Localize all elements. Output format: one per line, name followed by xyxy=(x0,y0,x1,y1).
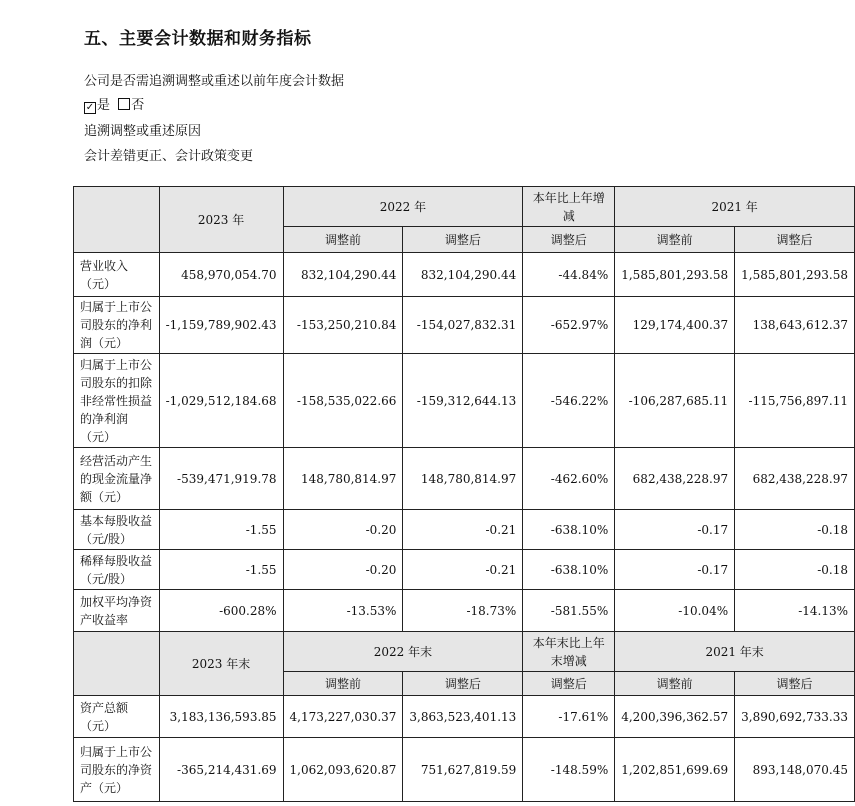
cell-change: -546.22% xyxy=(523,354,615,448)
row-label: 稀释每股收益（元/股） xyxy=(74,550,160,590)
cell-2023: -1,029,512,184.68 xyxy=(159,354,283,448)
header-2022: 2022 年 xyxy=(283,187,523,227)
section-heading: 五、主要会计数据和财务指标 xyxy=(84,29,312,49)
cell-2022-after: 751,627,819.59 xyxy=(403,738,523,802)
table-row xyxy=(74,738,855,802)
header2-blank xyxy=(74,632,160,696)
subheader-2021-before: 调整前 xyxy=(615,227,735,253)
cell-2021-after: -14.13% xyxy=(735,590,855,632)
subheader-change-after: 调整后 xyxy=(523,227,615,253)
cell-change: -638.10% xyxy=(523,510,615,550)
cell-2022-before: 1,062,093,620.87 xyxy=(283,738,403,802)
subheader2-2022-after: 调整后 xyxy=(403,672,523,696)
cell-2022-before: -158,535,022.66 xyxy=(283,354,403,448)
row-label: 营业收入（元） xyxy=(74,253,160,297)
row-label: 基本每股收益（元/股） xyxy=(74,510,160,550)
subheader2-2021-before: 调整前 xyxy=(615,672,735,696)
cell-2023: -1.55 xyxy=(159,550,283,590)
cell-2022-after: 148,780,814.97 xyxy=(403,448,523,510)
subheader2-change-after: 调整后 xyxy=(523,672,615,696)
table-row xyxy=(74,354,855,448)
cell-2021-before: 4,200,396,362.57 xyxy=(615,696,735,738)
row-label: 归属于上市公司股东的净利润（元） xyxy=(74,297,160,354)
no-label: 否 xyxy=(131,98,145,113)
subheader-2022-before: 调整前 xyxy=(283,227,403,253)
header2-2022: 2022 年末 xyxy=(283,632,523,672)
cell-2021-before: -0.17 xyxy=(615,550,735,590)
cell-2022-before: 4,173,227,030.37 xyxy=(283,696,403,738)
restatement-question: 公司是否需追溯调整或重述以前年度会计数据 xyxy=(84,74,345,89)
yes-checkbox[interactable]: ✓ xyxy=(85,102,95,113)
header-change: 本年比上年增减 xyxy=(523,187,615,227)
cell-change: -652.97% xyxy=(523,297,615,354)
cell-2021-after: 893,148,070.45 xyxy=(735,738,855,802)
table-row xyxy=(74,253,855,297)
subheader-2022-after: 调整后 xyxy=(403,227,523,253)
cell-2022-before: -153,250,210.84 xyxy=(283,297,403,354)
cell-2021-after: -115,756,897.11 xyxy=(735,354,855,448)
cell-2022-before: -13.53% xyxy=(283,590,403,632)
header-row-2 xyxy=(74,632,855,672)
restatement-reason: 会计差错更正、会计政策变更 xyxy=(84,149,254,164)
cell-2021-before: -0.17 xyxy=(615,510,735,550)
cell-2023: -1,159,789,902.43 xyxy=(159,297,283,354)
cell-change: -17.61% xyxy=(523,696,615,738)
cell-2021-before: 1,585,801,293.58 xyxy=(615,253,735,297)
restatement-options xyxy=(84,94,144,114)
cell-2022-after: 832,104,290.44 xyxy=(403,253,523,297)
header2-2021: 2021 年末 xyxy=(615,632,855,672)
cell-2023: -539,471,919.78 xyxy=(159,448,283,510)
cell-2021-before: 129,174,400.37 xyxy=(615,297,735,354)
cell-2022-after: 3,863,523,401.13 xyxy=(403,696,523,738)
yes-label: 是 xyxy=(97,98,111,113)
row-label: 归属于上市公司股东的扣除非经常性损益的净利润（元） xyxy=(74,354,160,448)
subheader-2021-after: 调整后 xyxy=(735,227,855,253)
cell-change: -581.55% xyxy=(523,590,615,632)
header-2021: 2021 年 xyxy=(615,187,855,227)
header2-2023: 2023 年末 xyxy=(159,632,283,696)
cell-2021-after: -0.18 xyxy=(735,550,855,590)
cell-2023: 3,183,136,593.85 xyxy=(159,696,283,738)
row-label: 经营活动产生的现金流量净额（元） xyxy=(74,448,160,510)
row-label: 加权平均净资产收益率 xyxy=(74,590,160,632)
cell-2023: -365,214,431.69 xyxy=(159,738,283,802)
cell-2022-before: -0.20 xyxy=(283,510,403,550)
cell-2022-after: -0.21 xyxy=(403,550,523,590)
cell-2021-before: -10.04% xyxy=(615,590,735,632)
cell-2021-after: 138,643,612.37 xyxy=(735,297,855,354)
cell-2021-before: 682,438,228.97 xyxy=(615,448,735,510)
cell-2021-after: 1,585,801,293.58 xyxy=(735,253,855,297)
cell-2022-before: -0.20 xyxy=(283,550,403,590)
cell-2021-after: 3,890,692,733.33 xyxy=(735,696,855,738)
cell-2022-after: -154,027,832.31 xyxy=(403,297,523,354)
cell-change: -44.84% xyxy=(523,253,615,297)
cell-change: -148.59% xyxy=(523,738,615,802)
table-row xyxy=(74,297,855,354)
cell-2021-after: 682,438,228.97 xyxy=(735,448,855,510)
cell-2022-after: -0.21 xyxy=(403,510,523,550)
cell-change: -462.60% xyxy=(523,448,615,510)
table-row xyxy=(74,590,855,632)
cell-2021-after: -0.18 xyxy=(735,510,855,550)
cell-2022-after: -159,312,644.13 xyxy=(403,354,523,448)
subheader2-2021-after: 调整后 xyxy=(735,672,855,696)
header-2023: 2023 年 xyxy=(159,187,283,253)
table-row xyxy=(74,550,855,590)
header-blank xyxy=(74,187,160,253)
restatement-reason-heading: 追溯调整或重述原因 xyxy=(84,124,202,139)
cell-2023: -600.28% xyxy=(159,590,283,632)
table-row xyxy=(74,696,855,738)
table-row xyxy=(74,448,855,510)
row-label: 资产总额（元） xyxy=(74,696,160,738)
cell-2022-before: 832,104,290.44 xyxy=(283,253,403,297)
cell-2021-before: 1,202,851,699.69 xyxy=(615,738,735,802)
cell-change: -638.10% xyxy=(523,550,615,590)
cell-2023: -1.55 xyxy=(159,510,283,550)
no-checkbox[interactable] xyxy=(118,98,130,110)
cell-2022-after: -18.73% xyxy=(403,590,523,632)
subheader2-2022-before: 调整前 xyxy=(283,672,403,696)
cell-2022-before: 148,780,814.97 xyxy=(283,448,403,510)
header-row xyxy=(74,187,855,227)
financial-indicators-table xyxy=(73,186,855,802)
header2-change: 本年末比上年末增减 xyxy=(523,632,615,672)
row-label: 归属于上市公司股东的净资产（元） xyxy=(74,738,160,802)
cell-2021-before: -106,287,685.11 xyxy=(615,354,735,448)
cell-2023: 458,970,054.70 xyxy=(159,253,283,297)
table-row xyxy=(74,510,855,550)
